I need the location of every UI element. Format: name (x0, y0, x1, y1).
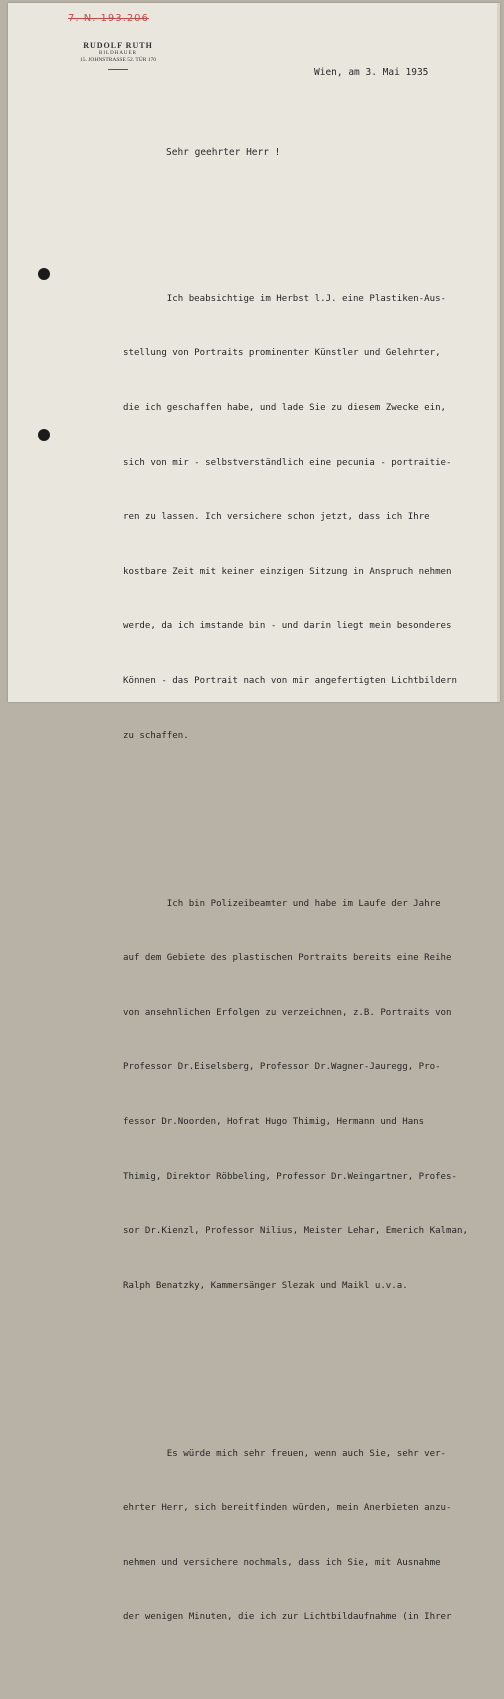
text-line: kostbare Zeit mit keiner einzigen Sitzung in Anspruch nehmen (123, 566, 452, 577)
letter-date: Wien, am 3. Mai 1935 (314, 67, 429, 78)
text-line: ren zu lassen. Ich versichere schon jetzt, dass ich Ihre (123, 512, 430, 523)
text-line: Können - das Portrait nach von mir angefertigten Lichtbildern (123, 676, 457, 687)
text-line: auf dem Gebiete des plastischen Portraits bereits eine Reihe (123, 953, 452, 964)
text-line: Thimig, Direktor Röbbeling, Professor Dr.Weingartner, Profes- (123, 1171, 457, 1182)
text-line: sor Dr.Kienzl, Professor Nilius, Meister Lehar, Emerich Kalman, (123, 1226, 468, 1237)
punch-hole (38, 268, 50, 280)
page-edge (497, 3, 500, 702)
letterhead (38, 41, 198, 70)
text-line: Es würde mich sehr freuen, wenn auch Sie, sehr ver- (123, 1448, 447, 1459)
letterhead-title: BILDHAUER (99, 51, 137, 56)
letterhead-address: 15. JOHNSTRASSE 52. TÜR 170 (80, 57, 156, 63)
letter-page (8, 3, 500, 1623)
paragraph-gap (123, 818, 503, 822)
letterhead-name: RUDOLF RUTH (83, 41, 153, 50)
text-line: werde, da ich imstande bin - und darin liegt mein besonderes (123, 621, 452, 632)
text-line: fessor Dr.Noorden, Hofrat Hugo Thimig, Hermann und Hans (123, 1116, 425, 1127)
text-line: nehmen und versichere nochmals, dass ich Sie, mit Ausnahme (123, 1557, 441, 1568)
text-line: der wenigen Minuten, die ich zur Lichtbildaufnahme (in Ihrer (123, 1612, 452, 1623)
letter-body (123, 217, 503, 1699)
text-line: Ralph Benatzky, Kammersänger Slezak und Maikl u.v.a. (123, 1280, 408, 1291)
text-line: sich von mir - selbstverständlich eine pecunia - portraitie- (123, 457, 452, 468)
text-line: Ich beabsichtige im Herbst l.J. eine Plastiken-Aus- (123, 293, 447, 304)
salutation: Sehr geehrter Herr ! (166, 147, 281, 158)
paragraph-1 (123, 253, 503, 781)
paragraph-2 (123, 858, 503, 1331)
punch-hole (38, 429, 50, 441)
text-line: die ich geschaffen habe, und lade Sie zu diesem Zwecke ein, (123, 403, 447, 414)
paragraph-gap (123, 1368, 503, 1372)
handwritten-archive-number: 7. N. 193.206 (68, 13, 149, 24)
text-line: von ansehnlichen Erfolgen zu verzeichnen, z.B. Portraits von (123, 1007, 452, 1018)
text-line: ehrter Herr, sich bereitfinden würden, mein Anerbieten anzu- (123, 1503, 452, 1514)
text-line: Professor Dr.Eiselsberg, Professor Dr.Wagner-Jauregg, Pro- (123, 1062, 441, 1073)
paragraph-3 (123, 1408, 503, 1663)
text-line: zu schaffen. (123, 730, 189, 741)
text-line: Ich bin Polizeibeamter und habe im Laufe der Jahre (123, 898, 441, 909)
text-line: stellung von Portraits prominenter Künstler und Gelehrter, (123, 348, 441, 359)
letterhead-rule (108, 69, 128, 70)
